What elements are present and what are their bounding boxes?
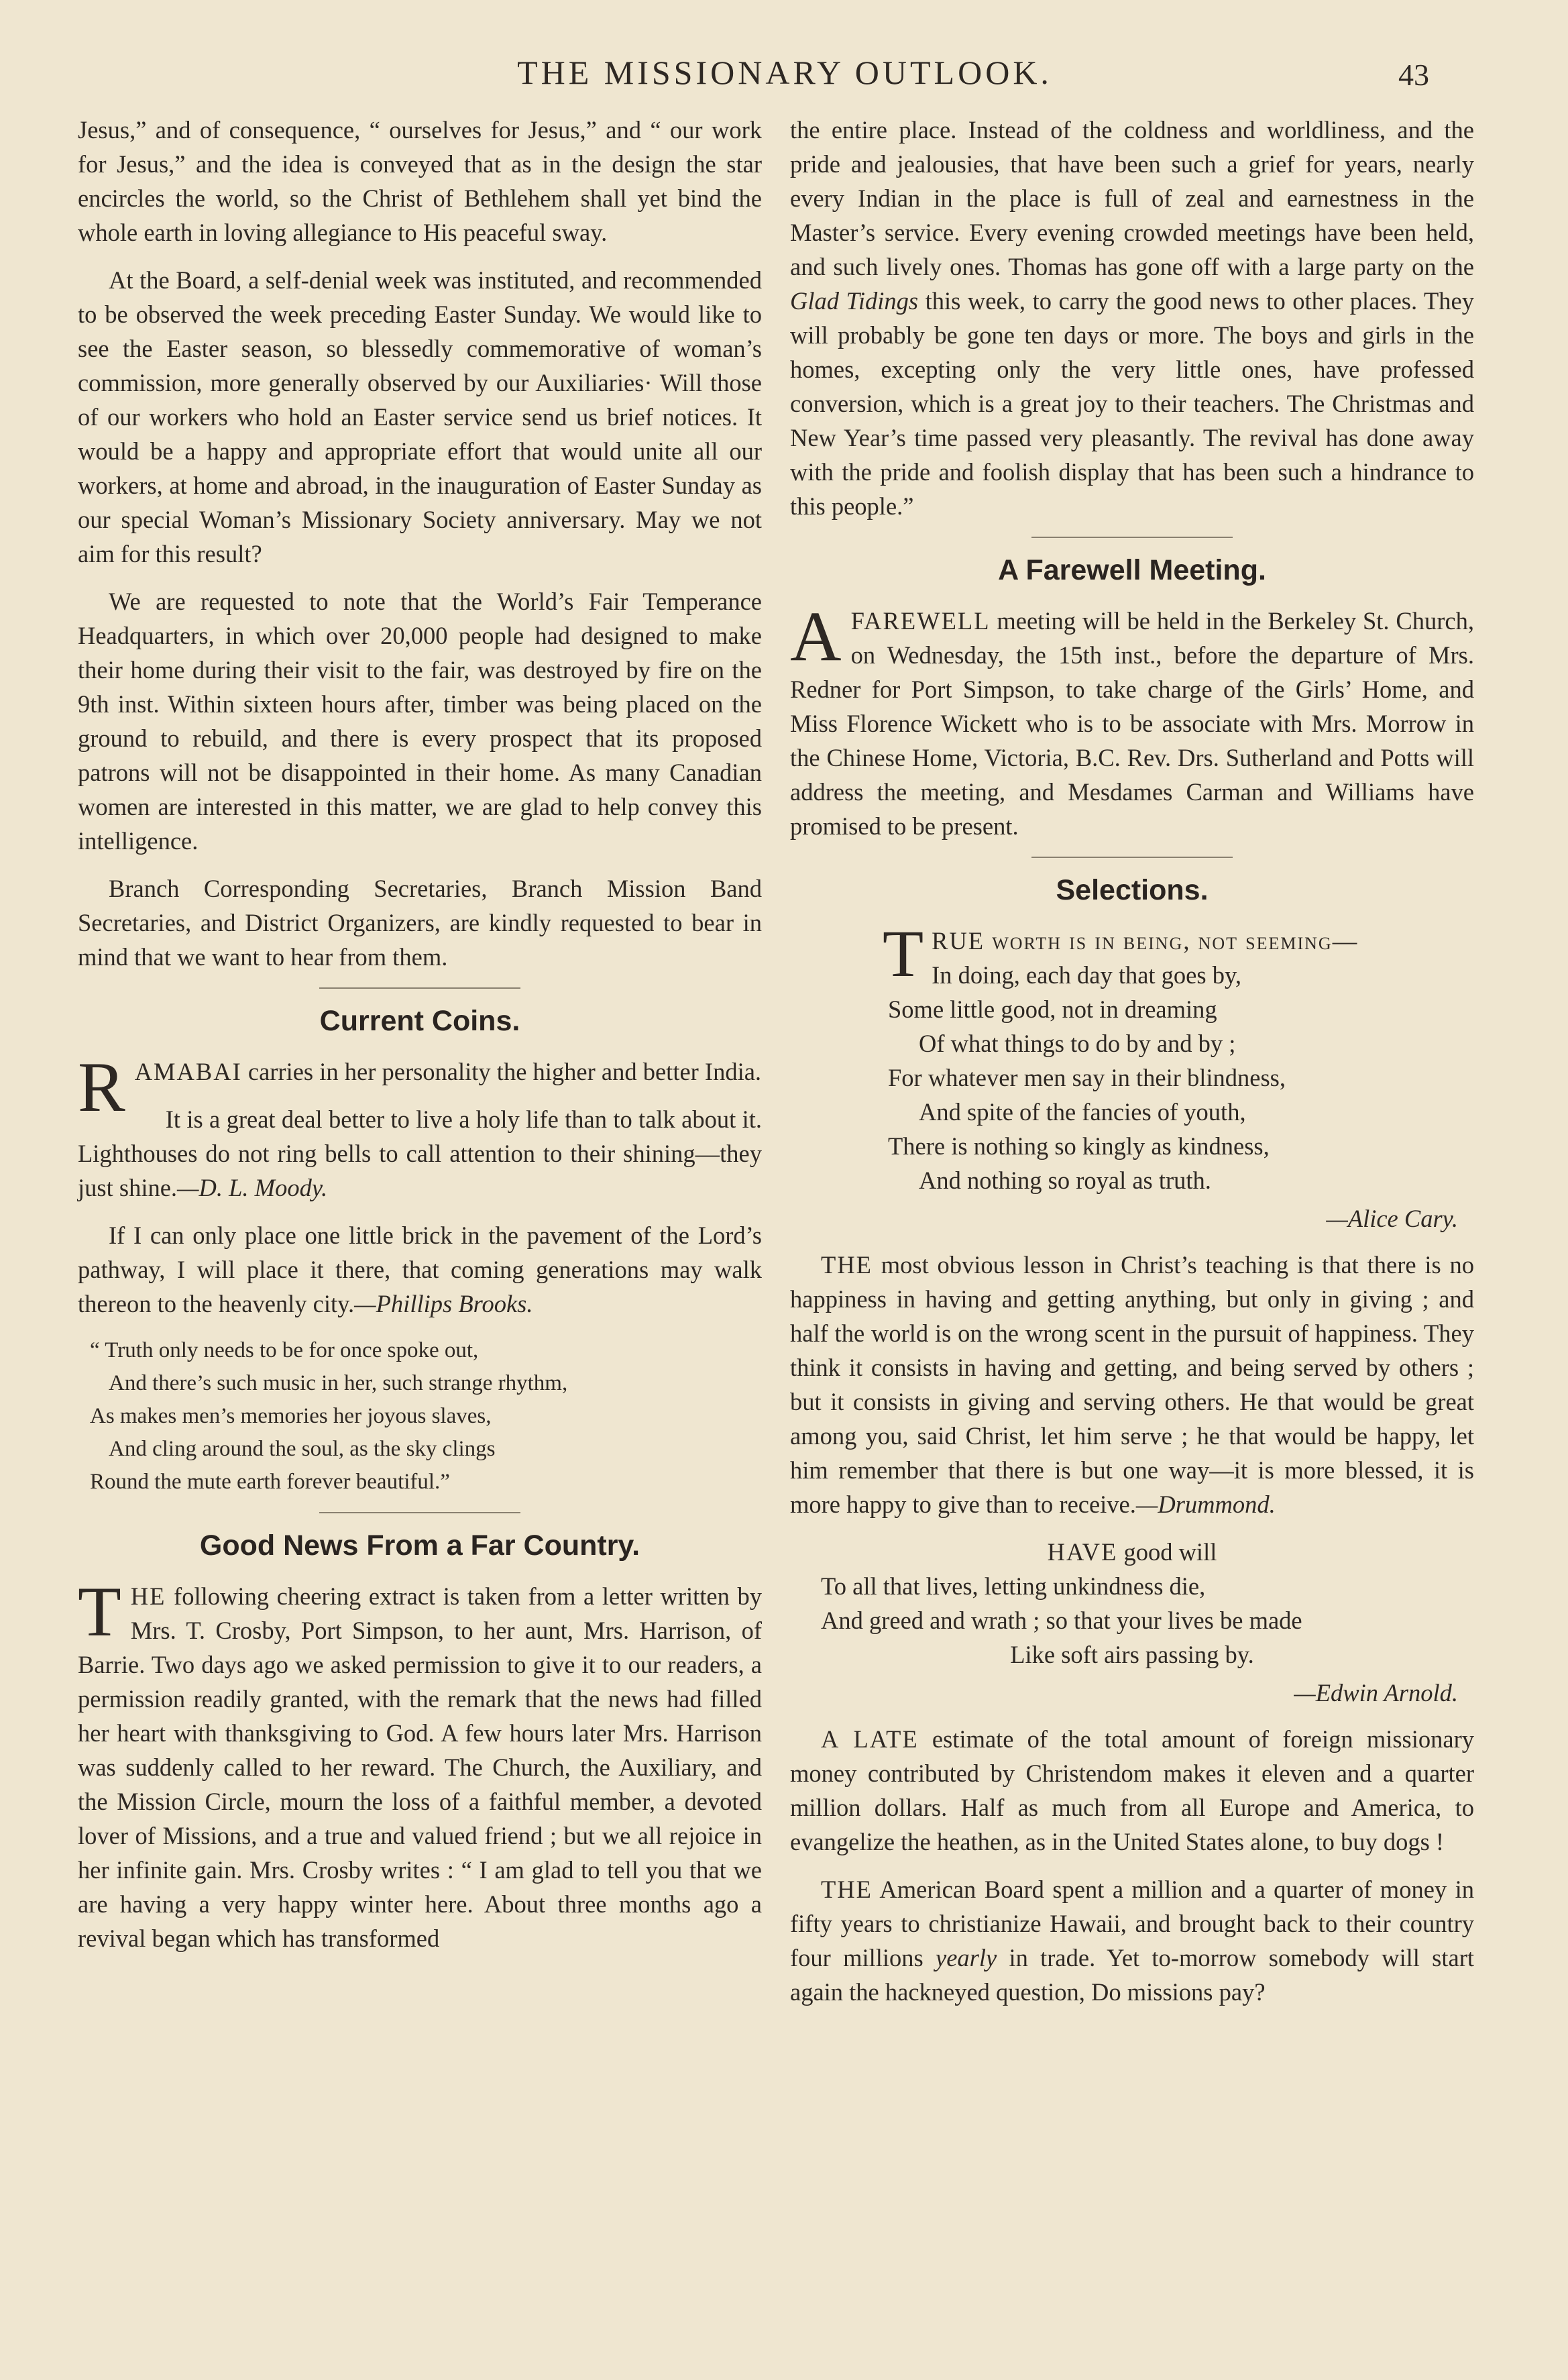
- lead-word-farewell: FAREWELL: [850, 607, 991, 635]
- alice-cary-attribution: —Alice Cary.: [1326, 1205, 1458, 1232]
- ramabai-text: carries in her personality the higher and better India.: [241, 1058, 762, 1085]
- heading-farewell-meeting: A Farewell Meeting.: [998, 554, 1266, 586]
- verse-line: And there’s such music in her, such strange rhythm,: [109, 1371, 568, 1395]
- verse-line: And spite of the fancies of youth,: [919, 1098, 1246, 1126]
- paragraph-brooks: [78, 1218, 762, 1321]
- paragraph-moody: [78, 1102, 762, 1205]
- paragraph-worlds-fair: We are requested to note that the World’s Fair Temperance Headquarters, in which over 20,000 people had designed to make their home during their visit to the fair, was destroyed by fire on the 9th inst. Within sixteen hours after, timber was being placed on the ground to rebuild, and there is every prospect that its proposed patrons will not be disappointed in their home. As many Canadian women are interested in this matter, we are glad to help convey this intelligence.: [78, 588, 762, 855]
- verse-line: Some little good, not in dreaming: [888, 995, 1217, 1023]
- brooks-attribution: —Phillips Brooks.: [354, 1290, 533, 1317]
- verse-line: Round the mute earth forever beautiful.”: [90, 1470, 450, 1494]
- verse-line: To all that lives, letting unkindness die,: [821, 1572, 1206, 1600]
- letter-continued-text-a: the entire place. Instead of the coldness and worldliness, and the pride and jealousies, that have been such a grief for years, nearly every Indian in the place is full of zeal and earnestness in the Master’s service. Every evening crowded meetings have been held, and such lively ones. Thomas has gone off with a large party on the: [790, 116, 1474, 280]
- section-divider: [319, 987, 520, 989]
- late-estimate-text: estimate of the total amount of foreign missionary money contributed by Christendom makes it eleven and a quarter million dollars. Half as much from all Europe and America, to evangelize the heathen, as in the United States alone, to buy dogs !: [790, 1725, 1475, 1855]
- left-column: [78, 113, 762, 1969]
- paragraph-farewell: [790, 597, 1474, 843]
- paragraph-letter-continued: [790, 113, 1474, 523]
- paragraph-drummond: [790, 1248, 1474, 1521]
- heading-selections: Selections.: [1056, 874, 1209, 906]
- section-divider: [1031, 857, 1233, 858]
- truth-verse: [78, 1334, 762, 1499]
- verse-line-first: [790, 1535, 1474, 1569]
- ship-name: Glad Tidings: [790, 287, 919, 315]
- verse-line: Like soft airs passing by.: [1010, 1641, 1254, 1668]
- yearly-emphasis: yearly: [936, 1944, 997, 1971]
- verse-line: “ Truth only needs to be for once spoke out,: [90, 1338, 479, 1362]
- american-board-text-a: American Board spent a million and a quarter of money in fifty years to christianize Hawaii, and brought back to their country four millions: [790, 1876, 1474, 1971]
- verse-line: Of what things to do by and by ;: [919, 1030, 1236, 1057]
- verse-line: And greed and wrath ; so that your lives be made: [821, 1607, 1302, 1634]
- paragraph-american-board: [790, 1872, 1474, 2009]
- verse-line: For whatever men say in their blindness,: [888, 1064, 1286, 1091]
- american-board-text-b: in trade. Yet to-morrow somebody will start again the hackneyed question, Do missions pay?: [790, 1944, 1474, 2006]
- moody-text: It is a great deal better to live a holy life than to talk about it. Lighthouses do not ring bells to call attention to their shining—they just shine.: [78, 1105, 762, 1201]
- verse-line: There is nothing so kingly as kindness,: [888, 1132, 1270, 1160]
- heading-good-news: Good News From a Far Country.: [199, 1529, 640, 1562]
- verse-line: In doing, each day that goes by,: [932, 961, 1241, 989]
- paragraph-secretaries: Branch Corresponding Secretaries, Branch Mission Band Secretaries, and District Organizers, are kindly requested to bear in mind that we want to hear from them.: [78, 875, 762, 971]
- drummond-attribution: —Drummond.: [1135, 1491, 1276, 1518]
- lead-word-a-late: A LATE: [821, 1725, 919, 1753]
- letter-continued-text-b: this week, to carry the good news to other places. They will probably be gone ten days or more. The boys and girls in the homes, excepting only the very little ones, have professed conversion, which is a great joy to their teachers. The Christmas and New Year’s time passed very pleasantly. The revival has done away with the pride and foolish display that has been such a hindrance to this people.”: [790, 287, 1474, 520]
- drummond-text: most obvious lesson in Christ’s teaching is that there is no happiness in having and getting anything, but only in giving ; and half the world is on the wrong scent in the pursuit of happiness. They think it consists in having and getting, and being served by others ; but it consists in giving and serving others. He that would be great among you, said Christ, let him serve ; he that would be happy, let him remember that there is but one way—it is more blessed, it is more happy to give than to receive.: [790, 1251, 1474, 1518]
- lead-word-ramabai: AMABAI: [134, 1058, 242, 1085]
- dropcap-r: R: [78, 1048, 125, 1126]
- lead-word-the: THE: [821, 1876, 873, 1903]
- verse-line: And nothing so royal as truth.: [919, 1167, 1211, 1194]
- moody-attribution: —D. L. Moody.: [177, 1174, 328, 1201]
- crosby-letter-text: following cheering extract is taken from a letter written by Mrs. T. Crosby, Port Simpson, to her aunt, Mrs. Harrison, of Barrie. Two days ago we asked permission to give it to our readers, a permission readily granted, with the remark that the news had filled her heart with thanksgiving to God. A few hours later Mrs. Harrison was suddenly called to her reward. The Church, the Auxiliary, and the Mission Circle, mourn the loss of a faithful member, a devoted lover of Missions, and a true and valued friend ; but we all rejoice in her infinite gain. Mrs. Crosby writes : “ I am glad to tell you that we are having a very happy winter here. About three months ago a revival began which has transformed: [78, 1582, 762, 1952]
- dropcap-t-verse: T: [883, 916, 924, 991]
- alice-cary-verse: [883, 916, 1474, 1197]
- lead-word-the: HE: [130, 1582, 166, 1610]
- verse-line: As makes men’s memories her joyous slaves,: [90, 1404, 492, 1428]
- journal-title: THE MISSIONARY OUTLOOK.: [517, 54, 1052, 91]
- paragraph-ramabai: [78, 1048, 762, 1126]
- edwin-arnold-verse: [790, 1535, 1474, 1672]
- paragraph-jesus: Jesus,” and of consequence, “ ourselves for Jesus,” and “ our work for Jesus,” and the idea is conveyed that as in the design the star encircles the world, so the Christ of Bethlehem shall yet bind the whole earth in loving allegiance to His peaceful sway.: [78, 116, 762, 246]
- arnold-first-text: good will: [1117, 1538, 1217, 1566]
- right-column: [790, 113, 1474, 2022]
- page-number: 43: [1398, 58, 1429, 92]
- section-divider: [319, 1512, 520, 1513]
- verse-line: And cling around the soul, as the sky clings: [109, 1437, 496, 1461]
- section-divider: [1031, 537, 1233, 538]
- paragraph-crosby-letter: [78, 1572, 762, 1955]
- paragraph-late-estimate: [790, 1722, 1474, 1859]
- heading-current-coins: Current Coins.: [319, 1005, 520, 1037]
- dropcap-t: T: [78, 1572, 121, 1651]
- dropcap-a: A: [790, 597, 842, 675]
- verse-first-text: RUE worth is in being, not seeming—: [932, 927, 1359, 955]
- lead-word-have: HAVE: [1047, 1538, 1118, 1566]
- lead-word-the: THE: [821, 1251, 873, 1279]
- page-header: [0, 52, 1568, 93]
- farewell-text: meeting will be held in the Berkeley St. Church, on Wednesday, the 15th inst., before the departure of Mrs. Redner for Port Simpson, to take charge of the Girls’ Home, and Miss Florence Wickett who is to be associate with Mrs. Morrow in the Chinese Home, Victoria, B.C. Rev. Drs. Sutherland and Potts will address the meeting, and Mesdames Carman and Williams have promised to be present.: [790, 607, 1474, 840]
- paragraph-self-denial: At the Board, a self-denial week was instituted, and recommended to be observed the week preceding Easter Sunday. We would like to see the Easter season, so blessedly commemorative of woman’s commission, more generally observed by our Auxiliaries· Will those of our workers who hold an Easter service send us brief notices. It would be a happy and appropriate effort that would unite all our workers, at home and abroad, in the inauguration of Easter Sunday as our special Woman’s Missionary Society anniversary. May we not aim for this result?: [78, 266, 762, 567]
- edwin-arnold-attribution: —Edwin Arnold.: [1294, 1679, 1458, 1707]
- brooks-text: If I can only place one little brick in the pavement of the Lord’s pathway, I will place it there, that coming generations may walk thereon to the heavenly city.: [78, 1222, 762, 1317]
